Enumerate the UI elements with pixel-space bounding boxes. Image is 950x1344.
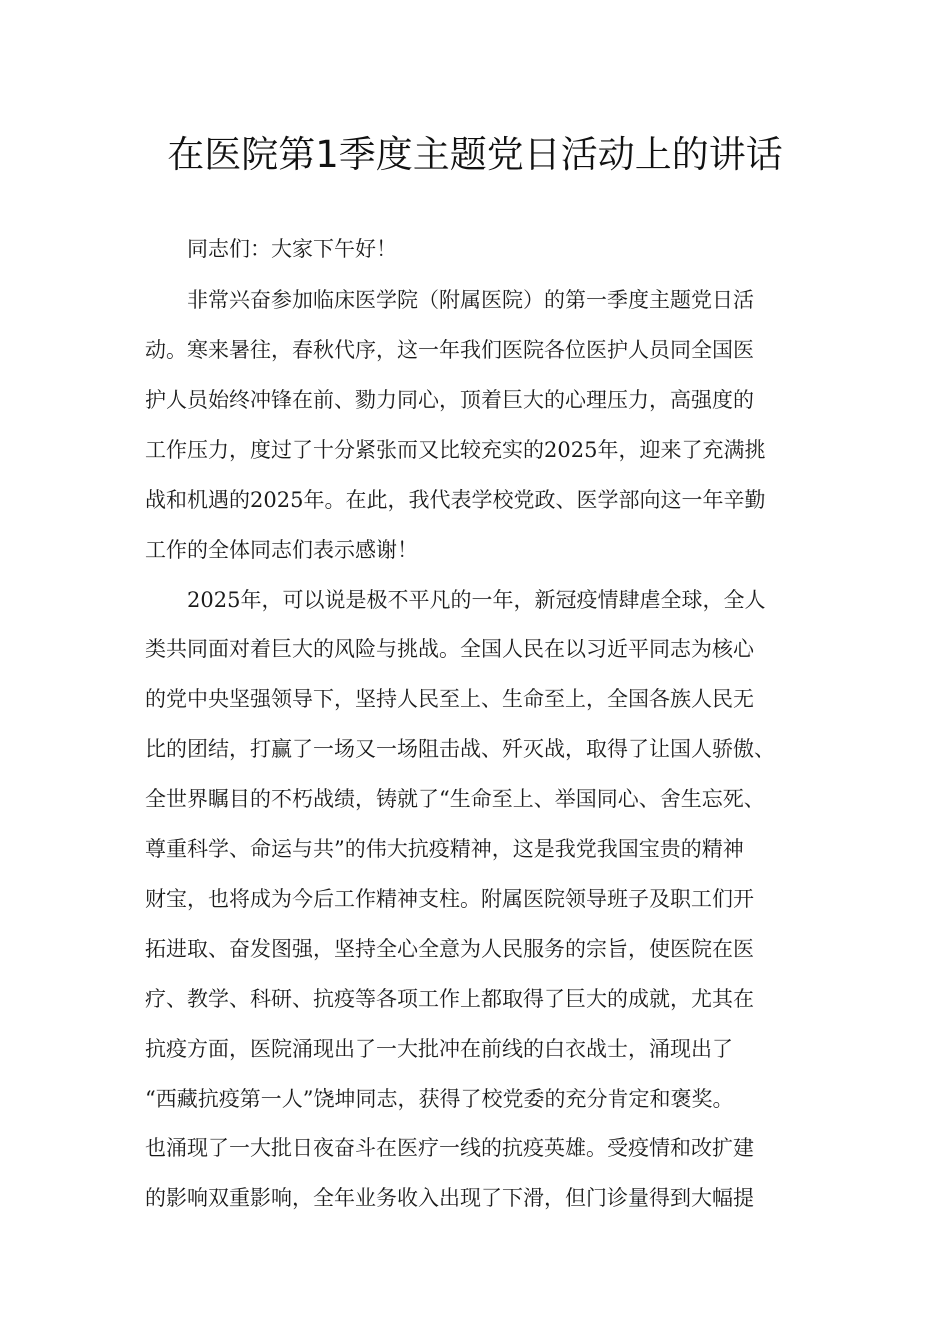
- paragraph-line: 工作压力，度过了十分紧张而又比较充实的2025年，迎来了充满挑: [145, 438, 766, 462]
- paragraph-line: 比的团结，打赢了一场又一场阻击战、歼灭战，取得了让国人骄傲、: [145, 737, 775, 761]
- paragraph-line: “西藏抗疫第一人”饶坤同志，获得了校党委的充分肯定和褒奖。: [145, 1087, 734, 1111]
- paragraph-line: 的党中央坚强领导下，坚持人民至上、生命至上，全国各族人民无: [145, 687, 754, 711]
- paragraph-line: 的影响双重影响，全年业务收入出现了下滑，但门诊量得到大幅提: [145, 1186, 754, 1210]
- paragraph-line: 动。寒来暑往，春秋代序，这一年我们医院各位医护人员同全国医: [145, 338, 754, 362]
- paragraph-line: 财宝，也将成为今后工作精神支柱。附属医院领导班子及职工们开: [145, 887, 754, 911]
- paragraph-line: 工作的全体同志们表示感谢！: [145, 538, 418, 562]
- paragraph-line: 战和机遇的2025年。在此，我代表学校党政、医学部向这一年辛勤: [145, 488, 766, 512]
- paragraph-line: 拓进取、奋发图强，坚持全心全意为人民服务的宗旨，使医院在医: [145, 937, 754, 961]
- document-title: 在医院第1季度主题党日活动上的讲话: [167, 133, 783, 176]
- paragraph-line: 尊重科学、命运与共”的伟大抗疫精神，这是我党我国宝贵的精神: [145, 837, 744, 861]
- paragraph-line: 抗疫方面，医院涌现出了一大批冲在前线的白衣战士，涌现出了: [145, 1037, 733, 1061]
- paragraph-line: 疗、教学、科研、抗疫等各项工作上都取得了巨大的成就，尤其在: [145, 987, 754, 1011]
- paragraph-line: 非常兴奋参加临床医学院（附属医院）的第一季度主题党日活: [187, 288, 754, 312]
- paragraph-line: 全世界瞩目的不朽战绩，铸就了“生命至上、举国同心、舍生忘死、: [145, 787, 765, 811]
- paragraph-line: 同志们：大家下午好！: [187, 237, 397, 261]
- paragraph-line: 也涌现了一大批日夜奋斗在医疗一线的抗疫英雄。受疫情和改扩建: [145, 1136, 754, 1160]
- paragraph-line: 护人员始终冲锋在前、勠力同心，顶着巨大的心理压力，高强度的: [145, 388, 754, 412]
- paragraph-line: 2025年，可以说是极不平凡的一年，新冠疫情肆虐全球，全人: [187, 588, 766, 612]
- paragraph-line: 类共同面对着巨大的风险与挑战。全国人民在以习近平同志为核心: [145, 637, 754, 661]
